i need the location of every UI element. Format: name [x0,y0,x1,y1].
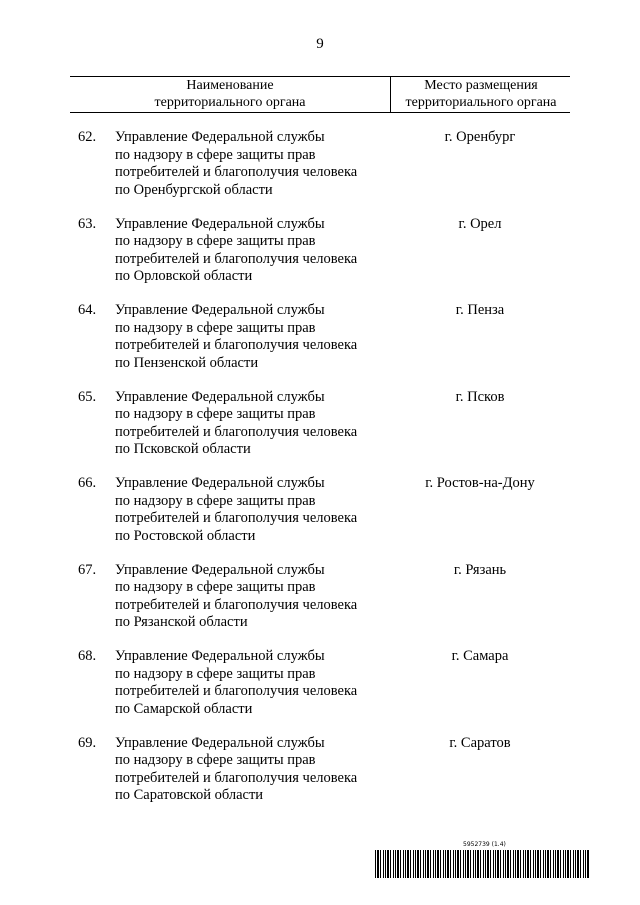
table-body [0,129,640,821]
header-place-label: Место размещения территориального органа [405,78,557,110]
row-organ-name: Управление Федеральной службы по надзору в сфере защиты прав потребителей и благополучия человека по Самарской области [115,648,358,717]
barcode-label: 5952739 (1.4) [463,841,506,848]
barcode-image [375,850,590,878]
row-number: 68. [78,648,97,664]
row-organ-place: г. Псков [455,388,505,405]
table-row [0,475,640,562]
row-organ-name: Управление Федеральной службы по надзору в сфере защиты прав потребителей и благополучия человека по Псковской области [115,388,358,457]
table-row [0,216,640,303]
row-number: 66. [78,475,97,491]
table-header [70,76,570,113]
row-organ-name: Управление Федеральной службы по надзору в сфере защиты прав потребителей и благополучия человека по Рязанской области [115,561,358,630]
table-row [0,302,640,389]
row-organ-place: г. Саратов [449,734,511,751]
row-organ-place: г. Самара [451,648,509,664]
row-number: 69. [78,734,97,751]
row-organ-place: г. Ростов-на-Дону [425,475,535,491]
header-name-column [70,77,390,113]
table-row [0,562,640,649]
barcode-block [375,841,590,881]
row-organ-place: г. Рязань [453,561,507,578]
table-row [0,735,640,822]
row-organ-name: Управление Федеральной службы по надзору в сфере защиты прав потребителей и благополучия человека по Пензенской области [115,302,358,371]
page-number: 9 [316,36,324,52]
row-organ-place: г. Оренбург [444,129,516,145]
row-organ-name: Управление Федеральной службы по надзору в сфере защиты прав потребителей и благополучия человека по Саратовской области [115,734,358,803]
row-number: 64. [78,302,97,318]
row-organ-place: г. Пенза [455,302,505,318]
table-row [0,389,640,476]
row-number: 63. [78,215,97,232]
header-name-label: Наименование территориального органа [154,78,306,110]
row-organ-place: г. Орел [458,215,502,232]
row-organ-name: Управление Федеральной службы по надзору в сфере защиты прав потребителей и благополучия человека по Оренбургской области [115,129,358,198]
row-organ-name: Управление Федеральной службы по надзору в сфере защиты прав потребителей и благополучия человека по Орловской области [115,215,358,284]
row-organ-name: Управление Федеральной службы по надзору в сфере защиты прав потребителей и благополучия человека по Ростовской области [115,475,358,544]
table-row [0,648,640,735]
row-number: 62. [78,129,97,145]
header-place-column [390,77,571,113]
row-number: 65. [78,388,97,405]
table-row [0,129,640,216]
row-number: 67. [78,561,97,578]
